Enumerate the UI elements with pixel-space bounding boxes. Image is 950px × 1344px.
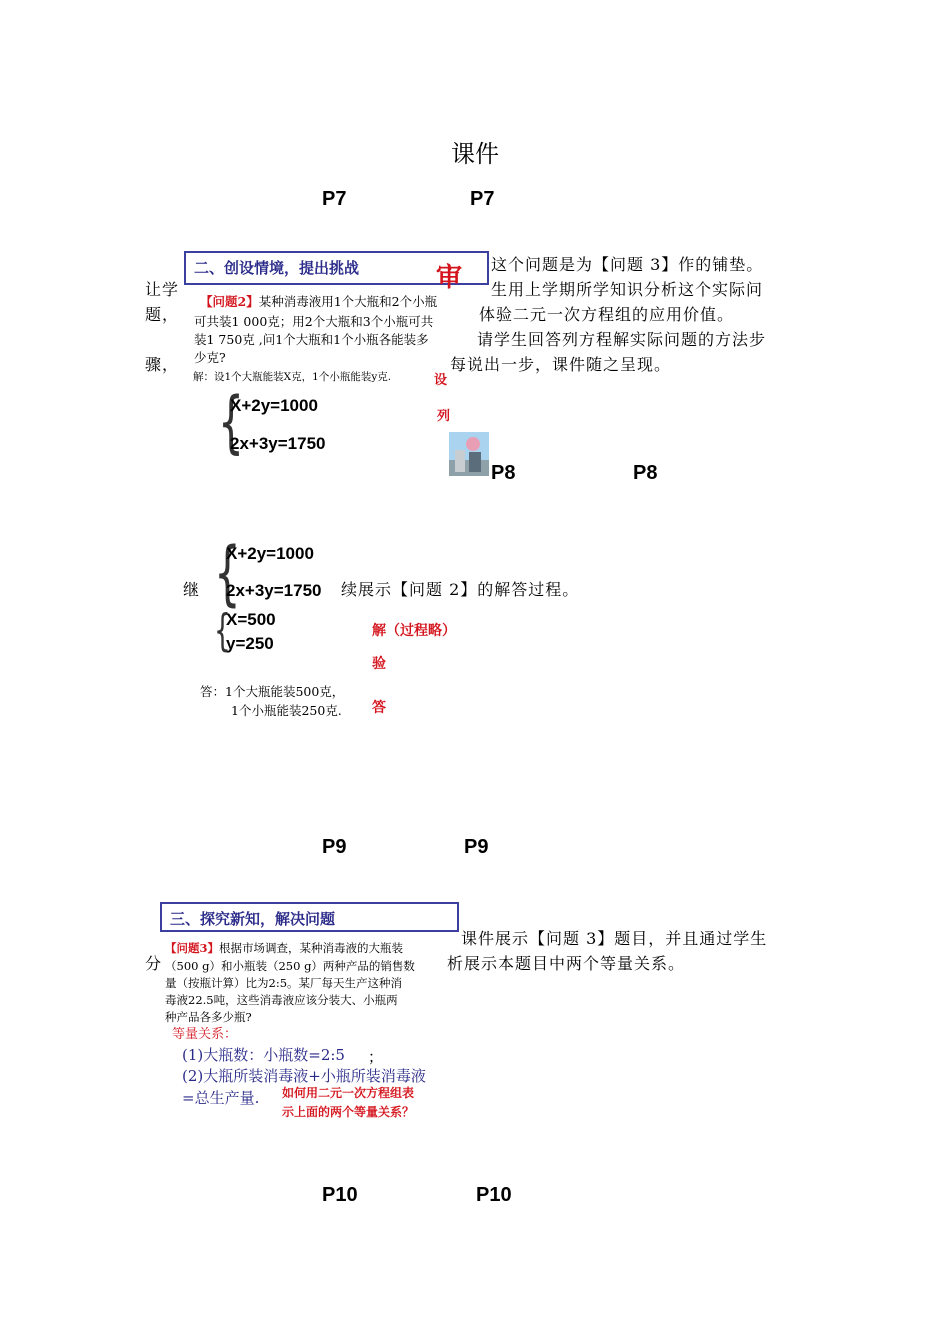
- prose-line: 析展示本题目中两个等量关系。: [447, 954, 686, 973]
- prose-line: 每说出一步，课件随之呈现。: [450, 355, 672, 374]
- problem-line: （500 g）和小瓶装（250 g）两种产品的销售数: [165, 959, 415, 973]
- prose-line: 课件展示【问题 3】题目，并且通过学生: [461, 929, 768, 948]
- prose-left: 继: [183, 580, 201, 599]
- margin-text: 题，: [145, 305, 180, 324]
- solution-y: y=250: [226, 634, 274, 653]
- prose-line: 续展示【问题 2】的解答过程。: [341, 580, 580, 599]
- relation-title: 等量关系：: [172, 1027, 238, 1042]
- guiding-question: 示上面的两个等量关系？: [282, 1105, 415, 1119]
- solution-x: X=500: [226, 610, 276, 629]
- problem-line: 装1 750克 ,问1个大瓶和1个小瓶各能装多: [194, 332, 429, 347]
- margin-text: 分: [145, 954, 163, 973]
- step-check: 验: [372, 656, 386, 672]
- problem-line: 某种消毒液用1个大瓶和2个小瓶: [258, 294, 438, 309]
- prose-line: 体验二元一次方程组的应用价值。: [479, 305, 735, 324]
- step-solve: 解（过程略）: [372, 623, 456, 639]
- answer-line: 答：1个大瓶能装500克，: [200, 684, 345, 699]
- problem-line: 少克?: [194, 350, 226, 365]
- problem-tag: 【问题2】: [200, 294, 259, 309]
- relation-2-cont: =总生产量.: [182, 1089, 260, 1107]
- solution-brace: {: [214, 605, 231, 656]
- slide-label-p10-right: P10: [476, 1184, 512, 1206]
- slide-label-p8-left: P8: [491, 462, 516, 484]
- review-stamp: 审: [436, 263, 463, 293]
- answer-line: 1个小瓶能装250克.: [231, 703, 342, 718]
- slide-label-p7-right: P7: [470, 188, 495, 210]
- problem-line: 可共装1 000克；用2个大瓶和3个小瓶可共: [194, 314, 434, 329]
- prose-line: 生用上学期所学知识分析这个实际问: [491, 280, 764, 299]
- prose-line: 这个问题是为【问题 3】作的铺垫。: [491, 255, 764, 274]
- relation-2: (2)大瓶所装消毒液+小瓶所装消毒液: [182, 1067, 426, 1085]
- problem-line: 根据市场调查，某种消毒液的大瓶装: [219, 941, 404, 955]
- step-answer: 答: [372, 700, 386, 716]
- slide-label-p8-right: P8: [633, 462, 658, 484]
- slide-label-p10-left: P10: [322, 1184, 358, 1206]
- slide-label-p9-right: P9: [464, 836, 489, 858]
- prose-line: 请学生回答列方程解实际问题的方法步: [477, 330, 767, 349]
- problem-line: 毒液22.5吨，这些消毒液应该分装大、小瓶两: [165, 993, 398, 1007]
- step-list: 列: [437, 409, 451, 424]
- equation-brace: {: [218, 383, 244, 462]
- relation-1: (1)大瓶数：小瓶数=2:5: [182, 1046, 345, 1064]
- relation-separator: ；: [368, 1048, 384, 1066]
- problem-statement: [165, 940, 403, 956]
- margin-text: 骤，: [145, 355, 180, 374]
- slide-label-p9-left: P9: [322, 836, 347, 858]
- problem-tag: 【问题3】: [165, 941, 220, 955]
- equation-1: X+2y=1000: [226, 544, 314, 563]
- problem-line: 量（按瓶计算）比为2:5。某厂每天生产这种消: [165, 976, 403, 990]
- page-title: 课件: [451, 140, 499, 168]
- equation-2: 2x+3y=1750: [230, 434, 326, 453]
- student-picture-icon: [449, 432, 489, 476]
- guiding-question: 如何用二元一次方程组表: [282, 1086, 415, 1100]
- step-set: 设: [434, 373, 448, 388]
- slide-label-p7-left: P7: [322, 188, 347, 210]
- problem-line: 种产品各多少瓶?: [165, 1010, 252, 1024]
- slide-header: 二、创设情境，提出挑战: [184, 251, 489, 285]
- problem-statement: [200, 292, 437, 310]
- slide-header: 三、探究新知，解决问题: [160, 902, 459, 932]
- equation-brace: {: [214, 532, 241, 614]
- margin-text: 让学: [145, 280, 180, 299]
- solution-setup: 解：设1个大瓶能装X克，1个小瓶能装y克.: [193, 371, 392, 383]
- equation-2: 2x+3y=1750: [226, 581, 322, 600]
- equation-1: X+2y=1000: [230, 396, 318, 415]
